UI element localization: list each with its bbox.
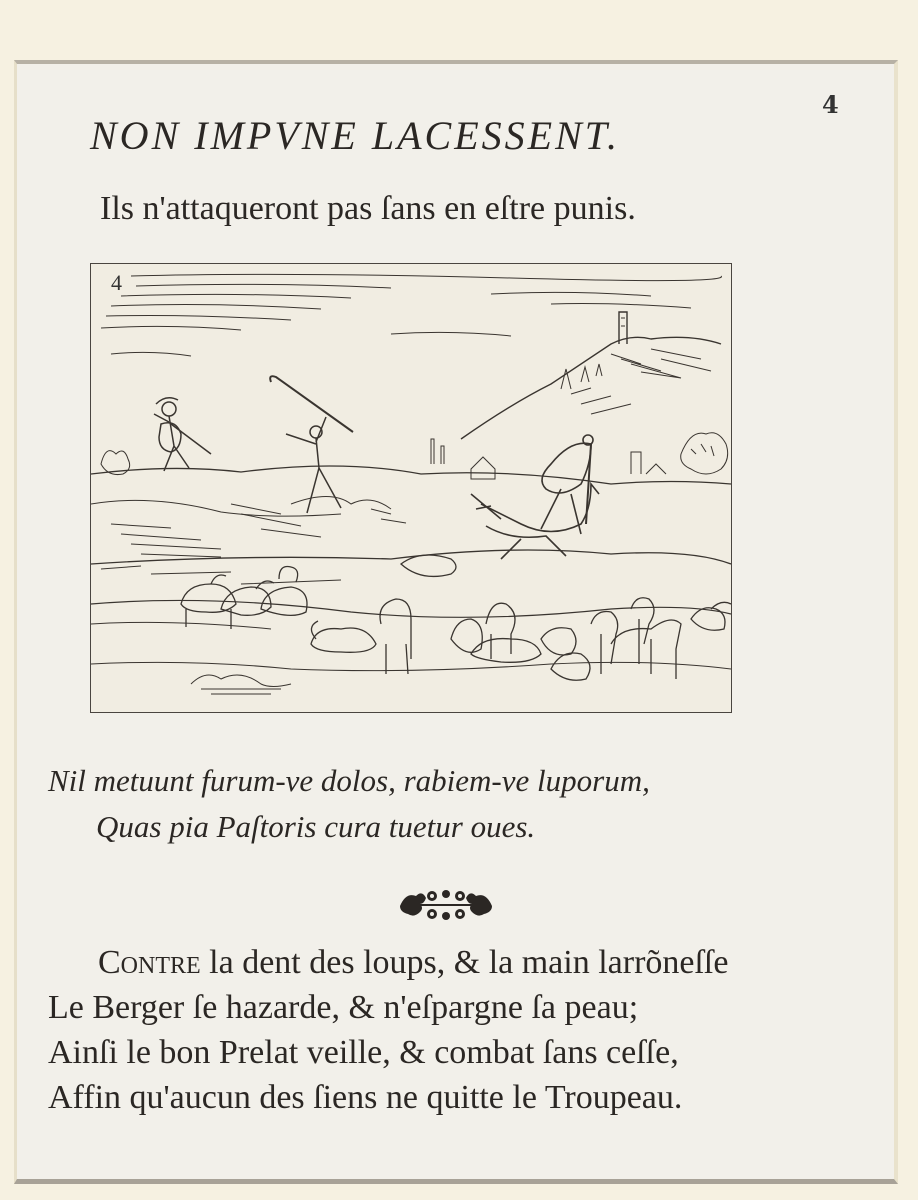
landscape-etching-illustration: [91, 264, 731, 712]
motto-translation: Ils n'attaqueront pas ſans en eſtre punis.: [100, 190, 636, 227]
french-verse-line-2: Le Berger ſe hazarde, & n'eſpargne ſa peau;: [48, 989, 639, 1026]
etching-plate: [90, 263, 732, 713]
french-verse-line-3: Ainſi le bon Prelat veille, & combat ſans ceſſe,: [48, 1034, 679, 1071]
page-number: 4: [822, 90, 839, 119]
latin-verse-line-2: Quas pia Paſtoris cura tuetur oues.: [96, 809, 536, 844]
french-verse-line-4: Affin qu'aucun des ſiens ne quitte le Troupeau.: [48, 1079, 683, 1116]
french-verse-line-1: [48, 940, 728, 985]
french-verse-initial: Contre: [98, 944, 201, 981]
french-verse: [48, 940, 728, 1120]
plate-number: 4: [111, 270, 122, 295]
motto-title: NON IMPVNE LACESSENT.: [90, 113, 621, 158]
french-verse-line-1-rest: la dent des loups, & la main larrõneſſe: [200, 944, 729, 981]
latin-verse-line-1: Nil metuunt furum-ve dolos, rabiem-ve luporum,: [48, 763, 650, 798]
latin-verse: [48, 758, 650, 850]
fleuron-ornament-icon: [398, 884, 494, 926]
